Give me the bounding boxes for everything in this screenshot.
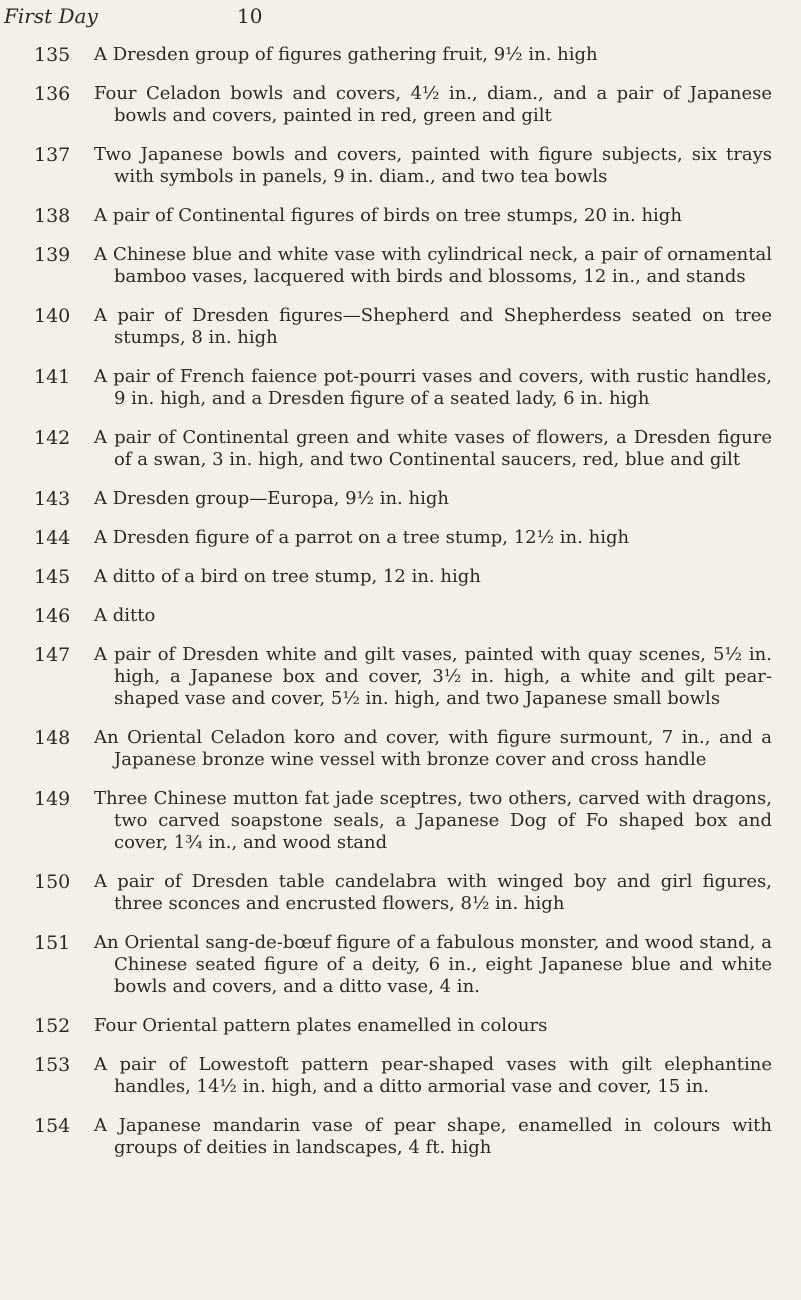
lot-number: 148	[34, 727, 71, 749]
lot-entry	[0, 605, 801, 627]
lot-number: 135	[34, 44, 71, 66]
lot-number: 144	[34, 527, 71, 549]
lot-description: A pair of Dresden white and gilt vases, painted with quay scenes, 5½ in. high, a Japanese box and cover, 3½ in. high, a white and gilt pear-shaped vase and cover, 5½ in. high, and two Japanese small bowls	[94, 644, 772, 709]
lot-number: 150	[34, 871, 71, 893]
lot-entry	[0, 44, 801, 66]
lot-description: A ditto of a bird on tree stump, 12 in. high	[94, 566, 481, 587]
lot-description: Two Japanese bowls and covers, painted with figure subjects, six trays with symbols in panels, 9 in. diam., and two tea bowls	[94, 144, 772, 187]
day-label: First Day	[4, 4, 98, 28]
lot-entry	[0, 932, 801, 998]
lot-entry	[0, 427, 801, 471]
lot-description: A pair of Continental green and white vases of flowers, a Dresden figure of a swan, 3 in. high, and two Continental saucers, red, blue and gilt	[94, 427, 772, 470]
lot-number: 141	[34, 366, 71, 388]
lot-description: Three Chinese mutton fat jade sceptres, two others, carved with dragons, two carved soapstone seals, a Japanese Dog of Fo shaped box and cover, 1¾ in., and wood stand	[94, 788, 772, 853]
lot-entry	[0, 871, 801, 915]
lot-entry	[0, 305, 801, 349]
lot-number: 146	[34, 605, 71, 627]
lot-description: A Dresden figure of a parrot on a tree stump, 12½ in. high	[94, 527, 630, 548]
lot-description: An Oriental sang-de-bœuf figure of a fabulous monster, and wood stand, a Chinese seated figure of a deity, 6 in., eight Japanese blue and white bowls and covers, and a ditto vase, 4 in.	[94, 932, 772, 997]
page-number: 10	[237, 4, 263, 28]
lot-entry	[0, 244, 801, 288]
lot-number: 137	[34, 144, 71, 166]
lot-entry	[0, 1054, 801, 1098]
lot-entry	[0, 1115, 801, 1159]
lot-number: 153	[34, 1054, 71, 1076]
lot-description: Four Oriental pattern plates enamelled in colours	[94, 1015, 548, 1036]
lot-description: A pair of Lowestoft pattern pear-shaped vases with gilt elephantine handles, 14½ in. high, and a ditto armorial vase and cover, 15 in.	[94, 1054, 772, 1097]
lot-description: Four Celadon bowls and covers, 4½ in., diam., and a pair of Japanese bowls and covers, painted in red, green and gilt	[94, 83, 772, 126]
lot-description: A Chinese blue and white vase with cylindrical neck, a pair of ornamental bamboo vases, lacquered with birds and blossoms, 12 in., and stands	[94, 244, 772, 287]
lot-entry	[0, 83, 801, 127]
lot-description: A pair of Dresden figures—Shepherd and Shepherdess seated on tree stumps, 8 in. high	[94, 305, 772, 348]
lot-entry	[0, 788, 801, 854]
lot-number: 142	[34, 427, 71, 449]
page-header	[0, 2, 801, 42]
lot-number: 152	[34, 1015, 71, 1037]
lot-entry	[0, 488, 801, 510]
lot-entry	[0, 144, 801, 188]
lot-number: 140	[34, 305, 71, 327]
lot-number: 138	[34, 205, 71, 227]
lot-number: 147	[34, 644, 71, 666]
lot-description: A pair of French faience pot-pourri vases and covers, with rustic handles, 9 in. high, and a Dresden figure of a seated lady, 6 in. high	[94, 366, 772, 409]
lot-number: 143	[34, 488, 71, 510]
lot-entry	[0, 644, 801, 710]
lot-description: A Dresden group of figures gathering fruit, 9½ in. high	[94, 44, 598, 65]
lot-entry	[0, 566, 801, 588]
lot-entry	[0, 205, 801, 227]
lot-description: A Dresden group—Europa, 9½ in. high	[94, 488, 449, 509]
lot-number: 136	[34, 83, 71, 105]
lot-number: 145	[34, 566, 71, 588]
lot-list	[0, 44, 801, 1176]
lot-number: 154	[34, 1115, 71, 1137]
lot-description: A Japanese mandarin vase of pear shape, enamelled in colours with groups of deities in landscapes, 4 ft. high	[94, 1115, 772, 1158]
lot-description: A pair of Dresden table candelabra with winged boy and girl figures, three sconces and encrusted flowers, 8½ in. high	[94, 871, 772, 914]
lot-number: 151	[34, 932, 71, 954]
lot-number: 139	[34, 244, 71, 266]
lot-entry	[0, 366, 801, 410]
lot-entry	[0, 527, 801, 549]
lot-number: 149	[34, 788, 71, 810]
lot-description: An Oriental Celadon koro and cover, with figure surmount, 7 in., and a Japanese bronze wine vessel with bronze cover and cross handle	[94, 727, 772, 770]
lot-entry	[0, 727, 801, 771]
lot-entry	[0, 1015, 801, 1037]
lot-description: A ditto	[94, 605, 156, 626]
lot-description: A pair of Continental figures of birds on tree stumps, 20 in. high	[94, 205, 682, 226]
